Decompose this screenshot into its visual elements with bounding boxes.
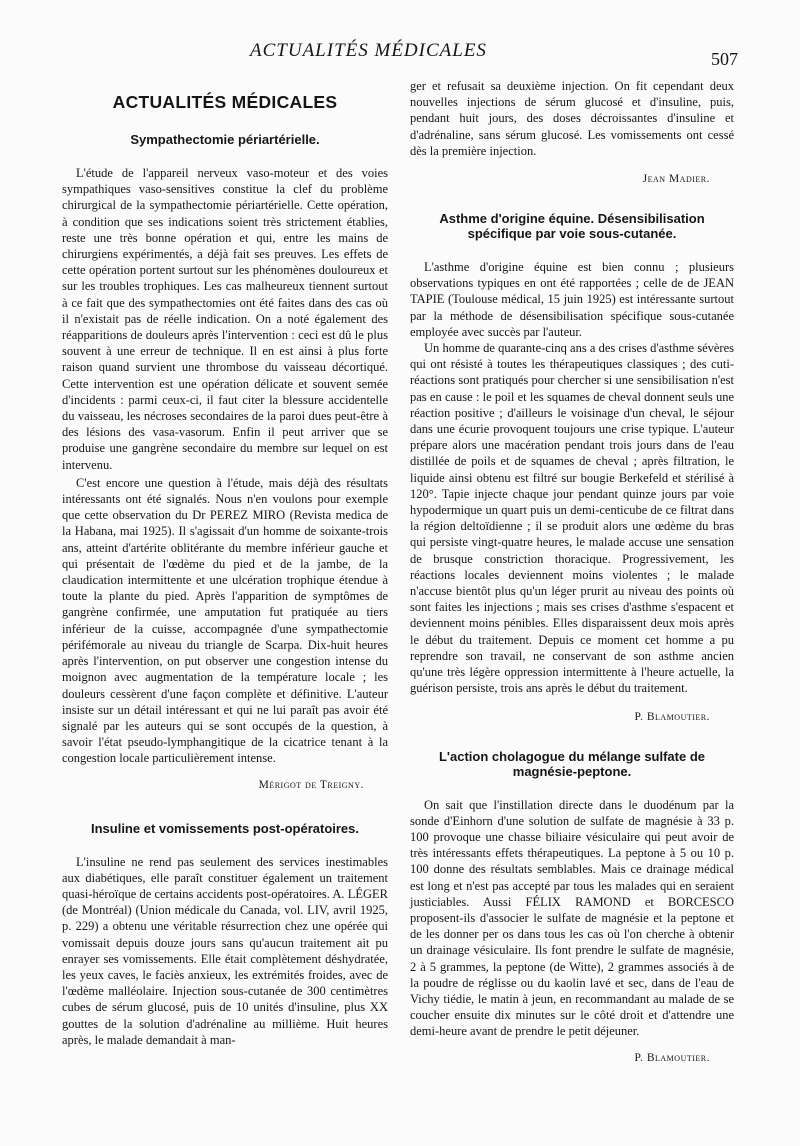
paragraph: Un homme de quarante-cinq ans a des crises d'asthme sévères qui ont résisté à toutes les thérapeutiques classiques ; des cuti-réactions sont pratiqués pour chercher si une sensibilisation n'est pas en cause : le poil et les squames de cheval donnent seuls une réaction positive ; d'ailleurs le voisinage d'un cheval, le séjour dans une écurie provoquent toujours une crise typique. L'auteur prépare alors une macération pendant trois jours dans de l'eau distillée de poils et de squames de cheval ; après filtration, le liquide ainsi obtenu est filtré sur bougie Berkefeld et stérilisé à 120°. Tapie injecte chaque jour pendant quinze jours par voie hypodermique un quart puis un demi-centicube de ce filtrat dans la région deltoïdienne ; il se produit alors une œdème du bras qui persiste vingt-quatre heures, le malade accuse une sensation de brusque constriction thoracique. Progressivement, les réactions locales deviennent moins violentes ; le malade n'accuse bientôt plus qu'un léger prurit au niveau des points où sont faites les injections ; mais ses crises d'asthme s'espacent et deviennent moins pénibles. Elles disparaissent deux mois après le début du traitement. Depuis ce moment cet homme a pu reprendre son travail, ne conservant de son asthme ancien qu'une très légère oppression intermittente à l'heure actuelle, la guérison persiste, trois ans après le début du traitement.: [410, 341, 734, 696]
section-title-insuline: Insuline et vomissements post-opératoires.: [90, 820, 360, 836]
paragraph: ger et refusait sa deuxième injection. On fit cependant deux nouvelles injections de sérum glucosé et d'insuline, puis, pendant huit jours, des doses décroissantes d'insuline et d'adrénaline, sans sérum glucosé. Les vomissements ont cessé dès la première injection.: [410, 79, 734, 158]
left-column: [62, 92, 388, 1048]
main-title: ACTUALITÉS MÉDICALES: [112, 92, 338, 112]
section-title-asthme: Asthme d'origine équine. Désensibilisation spécifique par voie sous-cutanée.: [439, 211, 705, 242]
paragraph: On sait que l'instillation directe dans le duodénum par la sonde d'Einhorn d'une solution de sulfate de magnésie à 33 p. 100 provoque une chasse biliaire vésiculaire qui peut avoir de très intéressants effets thérapeutiques. La peptone à 5 ou 10 p. 100 donne des résultats semblables. Mais ce drainage médical est long et n'est pas accepté par tous les malades qui en seraient justiciables. Aussi FÉLIX RAMOND et BORCESCO proposent-ils d'associer le sulfate de magnésie et la peptone et de les donner per os dans tous les cas où l'on cherche à obtenir un drainage vésiculaire. Ils font prendre le sulfate de magnésie, 2 à 5 grammes, la peptone (de Witte), 2 grammes associés à de la poudre de réglisse ou du kaolin lavé et sec, dans de l'eau de Vichy tiédie, le matin à jeun, en recommandant au malade de se coucher ensuite dix minutes sur le côté droit et d'attendre une demi-heure avant de prendre le petit déjeuner.: [410, 797, 734, 1039]
author-signature: P. Blamoutier.: [634, 710, 710, 723]
section-title-cholagogue: L'action cholagogue du mélange sulfate de magnésie-peptone.: [438, 748, 706, 779]
paragraph: C'est encore une question à l'étude, mais déjà des résultats intéressants ont été signalés. Nous n'en voulons pour exemple que cette observation du Dr PEREZ MIRO (Revista medica de la Habana, mai 1925). Il s'agissait d'un homme de soixante-trois ans, atteint d'artérite oblitérante du membre inférieur gauche et qui présentait de l'œdème du pied et de la jambe, de la claudication intermittente et une ulcération trophique étendue à toute la plante du pied. Après l'apparition de symptômes de gangrène confirmée, une amputation fut pratiquée au tiers inférieur de la cuisse, accompagnée d'une sympathectomie périfémorale au niveau du triangle de Scarpa. Dix-huit heures après l'intervention, on put observer une congestion intense du moignon avec augmentation de la température locale ; les douleurs cessèrent d'une façon complète et définitive. L'auteur insiste sur un détail intéressant et qui ne lui paraît pas avoir été signalé par les auteurs qui se sont occupés de la question, à savoir l'état pseudo-lymphangitique de la cicatrice tenant à la congestion locale particulièrement intense.: [62, 475, 388, 766]
paragraph: L'asthme d'origine équine est bien connu ; plusieurs observations typiques en ont été rapportées ; celle de de JEAN TAPIE (Toulouse médical, 15 juin 1925) est intéressante surtout par la méthode de désensibilisation spécifique sous-cutanée employée avec succès par l'auteur.: [410, 260, 734, 339]
section-title-sympathectomie: Sympathectomie périartérielle.: [130, 132, 320, 147]
right-column: [410, 78, 734, 1064]
author-signature: Mérigot de Treigny.: [258, 778, 364, 791]
running-head: ACTUALITÉS MÉDICALES: [250, 40, 487, 61]
page-number: 507: [711, 49, 738, 69]
paragraph: L'étude de l'appareil nerveux vaso-moteur et des voies sympathiques vaso-sensitives constitue la clef du problème chirurgical de la sympathectomie périartérielle. Cette opération, à condition que ses indications soient très strictement établies, reste une très bonne opération et qui, entre les mains de chirurgiens expérimentés, a déjà fait ses preuves. Les effets de cette opération portent surtout sur les phénomènes douloureux et sur les troubles trophiques. Les cas malheureux tiennent surtout à ce fait que des sympathectomies ont été faites dans des cas où il n'existait pas de réelle indication. On a noté également des réapparitions de douleurs après l'intervention : ceci est dû le plus souvent à une erreur de technique. Il en est ainsi à plus forte raison quand survient une thrombose du vaisseau décortiqué. Cette intervention est une opération délicate et souvent semée d'incidents : parmi ceux-ci, il faut citer la blessure accidentelle du vaisseau, les nécroses secondaires de la paroi dues peut-être à des lésions des vasa-vasorum. Enfin il peut arriver que se produise une gangrène secondaire du membre sur lequel on est intervenu.: [62, 166, 388, 472]
author-signature: P. Blamoutier.: [634, 1051, 710, 1064]
author-signature: Jean Madier.: [642, 173, 710, 186]
paragraph: L'insuline ne rend pas seulement des services inestimables aux diabétiques, elle paraît constituer également un traitement quasi-héroïque de certains accidents post-opératoires. A. LÉGER (de Montréal) (Union médicale du Canada, vol. LIV, avril 1925, p. 229) a obtenu une véritable résurrection chez une opérée qui vomissait depuis douze jours sans qu'aucun traitement ait pu enrayer ses vomissements. Elle était complètement déshydratée, les yeux caves, le faciès anxieux, les extrémités froides, avec de l'œdème malléolaire. Injection sous-cutanée de 300 centimètres cubes de sérum glucosé, puis de 10 unités d'insuline, plus XX gouttes de la solution d'adrénaline au millième. Huit heures après, le malade demandait à man-: [62, 854, 388, 1047]
